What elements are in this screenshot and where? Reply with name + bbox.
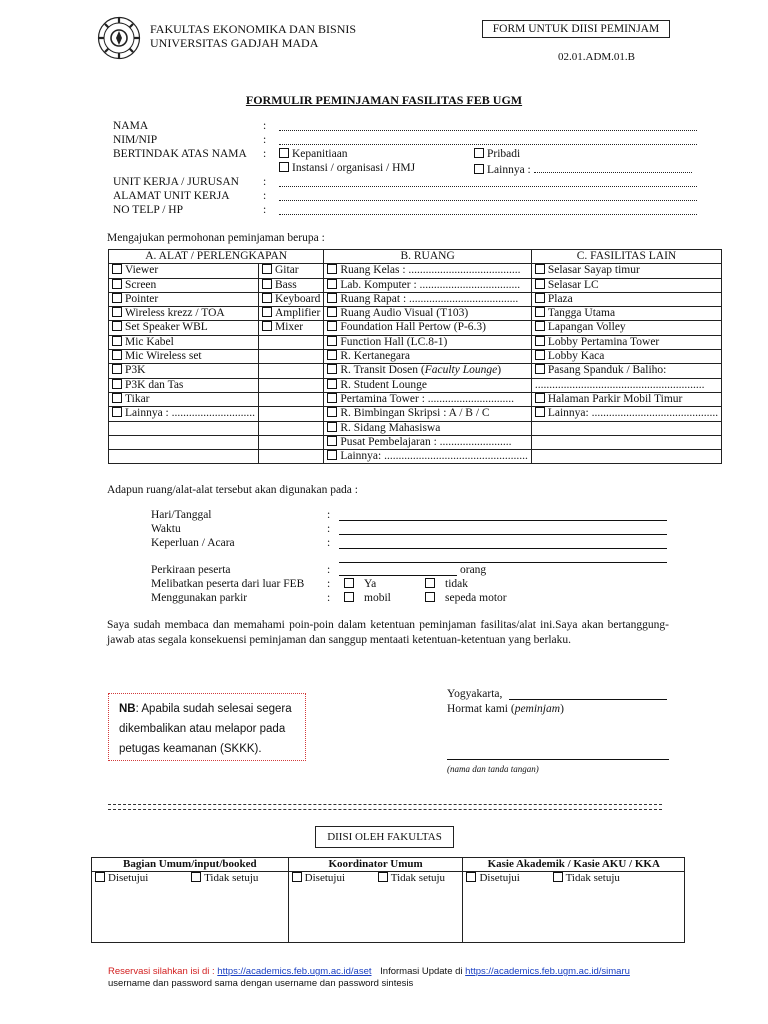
ugm-logo: [97, 16, 141, 60]
checkbox[interactable]: [466, 872, 476, 882]
ruang-item-cell: [324, 292, 532, 306]
checkbox[interactable]: [327, 264, 337, 274]
option-tidak-setuju[interactable]: [553, 872, 620, 884]
table-row: [109, 307, 722, 321]
label-unit: UNIT KERJA / JURUSAN: [113, 176, 239, 188]
checkbox[interactable]: [327, 307, 337, 317]
keperluan-field-2[interactable]: [339, 550, 667, 563]
approval-col-umum: Bagian Umum/input/booked: [92, 858, 289, 872]
option-label: Disetujui: [304, 872, 346, 885]
ruang-item-cell: [324, 378, 532, 392]
ruang-item-cell: [324, 278, 532, 292]
checkbox[interactable]: [535, 336, 545, 346]
fasilitas-item-label: Lobby Pertamina Tower: [547, 335, 660, 348]
fasilitas-item-label: Plaza: [547, 292, 573, 305]
checkbox[interactable]: [535, 321, 545, 331]
option-label: Tidak setuju: [204, 872, 259, 885]
fasilitas-item-label: Lapangan Volley: [547, 321, 626, 334]
option-ya[interactable]: [344, 578, 376, 590]
approval-cell-umum: [92, 872, 289, 943]
keperluan-field[interactable]: [339, 536, 667, 549]
fasilitas-item-label: Tangga Utama: [547, 307, 616, 320]
checkbox[interactable]: [327, 321, 337, 331]
ruang-item-cell: [324, 335, 532, 349]
ruang-item-cell: [324, 264, 532, 278]
label-nama: NAMA: [113, 120, 149, 132]
nb-label: NB: [119, 703, 136, 715]
nim-field[interactable]: [279, 134, 697, 145]
checkbox[interactable]: [112, 264, 122, 274]
checkbox[interactable]: [112, 336, 122, 346]
table-row: [109, 335, 722, 349]
ruang-item-label: Ruang Rapat : ......................................: [340, 292, 519, 305]
label-telp: NO TELP / HP: [113, 204, 183, 216]
header-alat: A. ALAT / PERLENGKAPAN: [109, 250, 324, 264]
alat-item-label: Gitar: [275, 264, 299, 277]
form-tag: FORM UNTUK DIISI PEMINJAM: [482, 20, 670, 38]
alat-item-cell: [109, 307, 259, 321]
unit-field[interactable]: [279, 176, 697, 187]
checkbox[interactable]: [327, 336, 337, 346]
alat-item-label: Wireless krezz / TOA: [125, 307, 225, 320]
footer-note: username dan password sama dengan username dan password sintesis: [108, 978, 414, 989]
table-row: [109, 407, 722, 421]
fasilitas-item-label: Lainnya: ............................................: [547, 407, 719, 420]
lainnya-field[interactable]: [534, 162, 692, 173]
alat-item-cell: [259, 278, 324, 292]
alat-item-cell: [109, 378, 259, 392]
fasilitas-item-cell: [531, 378, 721, 392]
checkbox[interactable]: [112, 393, 122, 403]
checkbox[interactable]: [112, 364, 122, 374]
fasilitas-item-cell: [531, 264, 721, 278]
colon: :: [263, 120, 267, 132]
checkbox[interactable]: [344, 578, 354, 588]
table-row: [109, 278, 722, 292]
facility-table: [108, 249, 722, 464]
option-pribadi[interactable]: [474, 148, 520, 160]
checkbox[interactable]: [112, 379, 122, 389]
label-nim: NIM/NIP: [113, 134, 158, 146]
nb-text: : Apabila sudah selesai segera dikembalikan atau melapor pada petugas keamanan (SKKK).: [119, 703, 292, 755]
checkbox[interactable]: [112, 350, 122, 360]
peminjam-text: peminjam: [514, 703, 561, 715]
waktu-field[interactable]: [339, 522, 667, 535]
alat-item-cell: [109, 321, 259, 335]
fasilitas-item-cell: [531, 407, 721, 421]
table-row: [109, 421, 722, 435]
option-tidak-setuju[interactable]: [191, 872, 258, 884]
approval-col-koordinator: Koordinator Umum: [288, 858, 463, 872]
alat-item-cell: [259, 392, 324, 406]
fasilitas-item-cell: [531, 421, 721, 435]
alat-item-cell: [259, 435, 324, 449]
ruang-item-label: Function Hall (LC.8-1): [340, 335, 448, 348]
ruang-item-cell: [324, 435, 532, 449]
fasilitas-item-cell: [531, 307, 721, 321]
checkbox[interactable]: [95, 872, 105, 882]
alat-item-cell: [259, 364, 324, 378]
checkbox[interactable]: [535, 293, 545, 303]
option-label: Pribadi: [487, 148, 521, 160]
separator: [108, 804, 662, 810]
approval-col-kasie: Kasie Akademik / Kasie AKU / KKA: [463, 858, 685, 872]
alat-item-label: Viewer: [125, 264, 159, 277]
fasilitas-item-label: Selasar Sayap timur: [547, 264, 640, 277]
option-label: Disetujui: [108, 872, 149, 885]
colon: :: [327, 578, 331, 590]
label-keperluan: Keperluan / Acara: [151, 537, 235, 549]
alat-item-label: Lainnya : .............................: [125, 407, 255, 420]
table-row: [109, 392, 722, 406]
fasilitas-item-label: ...........................................................: [534, 378, 705, 391]
ruang-item-label: R. Bimbingan Skripsi : A / B / C: [340, 407, 490, 420]
checkbox[interactable]: [535, 279, 545, 289]
checkbox[interactable]: [327, 436, 337, 446]
checkbox[interactable]: [327, 364, 337, 374]
colon: :: [263, 190, 267, 202]
fasilitas-item-label: Lobby Kaca: [547, 350, 605, 363]
table-row: [109, 435, 722, 449]
checkbox[interactable]: [474, 148, 484, 158]
ruang-item-label: Ruang Audio Visual (T103): [340, 307, 469, 320]
ruang-item-label: Foundation Hall Pertow (P-6.3): [340, 321, 487, 334]
checkbox[interactable]: [535, 393, 545, 403]
checkbox[interactable]: [262, 293, 272, 303]
checkbox[interactable]: [112, 279, 122, 289]
option-label: Ya: [364, 578, 377, 590]
option-disetujui[interactable]: [466, 872, 519, 884]
option-label: Tidak setuju: [565, 872, 620, 885]
header-ruang: B. RUANG: [324, 250, 532, 264]
faculty-name: FAKULTAS EKONOMIKA DAN BISNIS: [150, 22, 357, 36]
option-tidak-setuju[interactable]: [378, 872, 445, 884]
alat-item-cell: [259, 264, 324, 278]
alat-item-label: Bass: [275, 278, 297, 291]
checkbox[interactable]: [535, 364, 545, 374]
checkbox[interactable]: [112, 307, 122, 317]
checkbox[interactable]: [378, 872, 388, 882]
fasilitas-item-cell: [531, 364, 721, 378]
signature-line[interactable]: [447, 749, 669, 760]
checkbox[interactable]: [327, 450, 337, 460]
fasilitas-item-label: Pasang Spanduk / Baliho:: [547, 364, 667, 377]
alat-item-label: Mic Wireless set: [125, 350, 202, 363]
checkbox[interactable]: [191, 872, 201, 882]
ruang-item-label: Ruang Kelas : .......................................: [340, 264, 521, 277]
alat-item-label: Amplifier: [275, 307, 321, 320]
ruang-item-label: R. Sidang Mahasiswa: [340, 421, 441, 434]
checkbox[interactable]: [327, 422, 337, 432]
alat-item-cell: [259, 307, 324, 321]
colon: :: [327, 509, 331, 521]
checkbox[interactable]: [535, 264, 545, 274]
checkbox[interactable]: [327, 350, 337, 360]
checkbox[interactable]: [327, 379, 337, 389]
table-row: [109, 364, 722, 378]
table-row: [109, 264, 722, 278]
date-field[interactable]: [509, 687, 667, 700]
ruang-item-label: R. Kertanegara: [340, 350, 410, 363]
ruang-item-cell: [324, 364, 532, 378]
checkbox[interactable]: [327, 279, 337, 289]
label-parkir: Menggunakan parkir: [151, 592, 248, 604]
ruang-item-label: R. Student Lounge: [340, 378, 427, 391]
label-luar: Melibatkan peserta dari luar FEB: [151, 578, 305, 590]
colon: :: [327, 523, 331, 535]
alat-item-cell: [109, 278, 259, 292]
alat-item-cell: [109, 435, 259, 449]
option-tidak[interactable]: [425, 578, 468, 590]
checkbox[interactable]: [553, 872, 563, 882]
alat-item-label: P3K: [125, 364, 146, 377]
alat-item-label: P3K dan Tas: [125, 378, 184, 391]
fasilitas-item-cell: [531, 450, 721, 464]
fasilitas-item-cell: [531, 435, 721, 449]
form-code: 02.01.ADM.01.B: [558, 51, 636, 63]
alat-item-label: Mic Kabel: [125, 335, 174, 348]
label-peserta: Perkiraan peserta: [151, 564, 231, 576]
alat-item-cell: [109, 421, 259, 435]
checkbox[interactable]: [262, 264, 272, 274]
alat-item-label: Pointer: [125, 292, 159, 305]
request-intro: Mengajukan permohonan peminjaman berupa :: [107, 232, 325, 244]
hormat-text: Hormat kami (: [447, 703, 515, 715]
statement: Saya sudah membaca dan memahami poin-poin dalam ketentuan peminjaman fasilitas/alat ini.Saya akan bertanggung-jawab atas segala konsekuensi peminjaman dan sanggup mentaati ketentuan-ketentuan yang berlaku.: [107, 619, 669, 646]
checkbox[interactable]: [262, 279, 272, 289]
checkbox[interactable]: [262, 307, 272, 317]
ruang-item-label: Lainnya: ..................................................: [340, 450, 528, 463]
checkbox[interactable]: [327, 293, 337, 303]
table-row: [109, 292, 722, 306]
alat-item-cell: [259, 335, 324, 349]
ruang-item-cell: [324, 350, 532, 364]
signature-caption: (nama dan tanda tangan): [447, 764, 539, 774]
option-label: sepeda motor: [445, 592, 507, 604]
footer-line-1: [108, 966, 630, 978]
alat-item-label: Screen: [125, 278, 157, 291]
checkbox[interactable]: [535, 350, 545, 360]
alat-item-cell: [109, 364, 259, 378]
reservasi-text: Reservasi silahkan isi di :: [108, 966, 215, 977]
label-alamat: ALAMAT UNIT KERJA: [113, 190, 230, 202]
university-name: UNIVERSITAS GADJAH MADA: [150, 36, 319, 50]
checkbox[interactable]: [262, 321, 272, 331]
option-disetujui[interactable]: [292, 872, 345, 884]
colon: :: [263, 148, 267, 160]
simaru-link[interactable]: https://academics.feb.ugm.ac.id/simaru: [465, 966, 630, 977]
ruang-item-cell: [324, 321, 532, 335]
fasilitas-item-cell: [531, 278, 721, 292]
signature-place: Yogyakarta,: [447, 688, 503, 700]
alat-item-label: Tikar: [125, 392, 150, 405]
checkbox[interactable]: [425, 578, 435, 588]
ruang-item-cell: [324, 450, 532, 464]
peserta-field[interactable]: [339, 563, 457, 576]
alat-item-cell: [109, 335, 259, 349]
alat-item-cell: [109, 350, 259, 364]
alat-item-cell: [259, 350, 324, 364]
checkbox[interactable]: [292, 872, 302, 882]
alat-item-cell: [259, 450, 324, 464]
colon: :: [327, 592, 331, 604]
colon: :: [263, 176, 267, 188]
table-row: [109, 321, 722, 335]
option-lainnya[interactable]: [474, 162, 692, 176]
checkbox[interactable]: [535, 407, 545, 417]
colon: :: [263, 204, 267, 216]
option-label: mobil: [364, 592, 391, 604]
alat-item-cell: [109, 392, 259, 406]
hari-field[interactable]: [339, 508, 667, 521]
alat-item-cell: [259, 421, 324, 435]
alat-item-cell: [259, 292, 324, 306]
option-kepanitiaan[interactable]: [279, 148, 348, 160]
alat-item-label: Set Speaker WBL: [125, 321, 208, 334]
ruang-item-label: Lab. Komputer : ...................................: [340, 278, 521, 291]
colon: :: [327, 537, 331, 549]
header-institution: [150, 22, 356, 50]
label-hari: Hari/Tanggal: [151, 509, 212, 521]
alat-item-cell: [259, 378, 324, 392]
ruang-item-cell: [324, 307, 532, 321]
nb-box: [108, 693, 306, 761]
ruang-item-label: R. Transit Dosen (Faculty Lounge): [340, 364, 502, 377]
alat-item-cell: [259, 407, 324, 421]
faculty-section-label: DIISI OLEH FAKULTAS: [315, 826, 454, 848]
checkbox[interactable]: [474, 164, 484, 174]
alat-item-cell: [109, 264, 259, 278]
option-label: Disetujui: [479, 872, 520, 885]
ruang-item-cell: [324, 407, 532, 421]
approval-cell-kasie: [463, 872, 685, 943]
label-orang: orang: [460, 564, 487, 576]
ruang-item-cell: [324, 421, 532, 435]
checkbox[interactable]: [279, 162, 289, 172]
option-label: Instansi / organisasi / HMJ: [292, 162, 416, 174]
alat-item-label: Keyboard: [275, 292, 321, 305]
aset-link[interactable]: https://academics.feb.ugm.ac.id/aset: [217, 966, 372, 977]
checkbox[interactable]: [112, 293, 122, 303]
label-waktu: Waktu: [151, 523, 181, 535]
checkbox[interactable]: [327, 407, 337, 417]
checkbox[interactable]: [425, 592, 435, 602]
option-label: Kepanitiaan: [292, 148, 348, 160]
checkbox[interactable]: [279, 148, 289, 158]
checkbox[interactable]: [112, 407, 122, 417]
option-label: tidak: [445, 578, 468, 590]
option-disetujui[interactable]: [95, 872, 148, 884]
checkbox[interactable]: [327, 393, 337, 403]
checkbox[interactable]: [112, 321, 122, 331]
info-text: Informasi Update di: [380, 966, 463, 977]
approval-table: [91, 857, 685, 943]
table-row: [109, 350, 722, 364]
alat-item-cell: [109, 450, 259, 464]
colon: :: [263, 134, 267, 146]
hormat-kami: [447, 703, 564, 715]
approval-cell-koordinator: [288, 872, 463, 943]
label-bertindak: BERTINDAK ATAS NAMA: [113, 148, 247, 160]
alamat-field[interactable]: [279, 190, 697, 201]
option-label: Tidak setuju: [390, 872, 446, 885]
fasilitas-item-cell: [531, 321, 721, 335]
option-instansi[interactable]: [279, 162, 415, 174]
footer: [108, 966, 630, 990]
fasilitas-item-cell: [531, 350, 721, 364]
fasilitas-item-cell: [531, 335, 721, 349]
header-fasilitas: C. FASILITAS LAIN: [531, 250, 721, 264]
table-row: [109, 450, 722, 464]
fasilitas-item-label: Halaman Parkir Mobil Timur: [547, 392, 683, 405]
usage-intro: Adapun ruang/alat-alat tersebut akan digunakan pada :: [107, 484, 358, 496]
table-row: [109, 378, 722, 392]
option-mobil[interactable]: [344, 592, 391, 604]
form-title: FORMULIR PEMINJAMAN FASILITAS FEB UGM: [245, 93, 523, 107]
alat-item-cell: [259, 321, 324, 335]
ruang-item-cell: [324, 392, 532, 406]
fasilitas-item-cell: [531, 292, 721, 306]
close-paren: ): [560, 703, 564, 715]
checkbox[interactable]: [535, 307, 545, 317]
nama-field[interactable]: [279, 120, 697, 131]
option-motor[interactable]: [425, 592, 507, 604]
alat-item-cell: [109, 407, 259, 421]
alat-item-label: Mixer: [275, 321, 304, 334]
alat-item-cell: [109, 292, 259, 306]
fasilitas-item-cell: [531, 392, 721, 406]
telp-field[interactable]: [279, 204, 697, 215]
option-label: Lainnya :: [487, 164, 531, 176]
colon: :: [327, 564, 331, 576]
checkbox[interactable]: [344, 592, 354, 602]
ruang-item-label: Pertamina Tower : ..............................: [340, 392, 515, 405]
fasilitas-item-label: Selasar LC: [547, 278, 599, 291]
ruang-item-label: Pusat Pembelajaran : .........................: [340, 435, 512, 448]
